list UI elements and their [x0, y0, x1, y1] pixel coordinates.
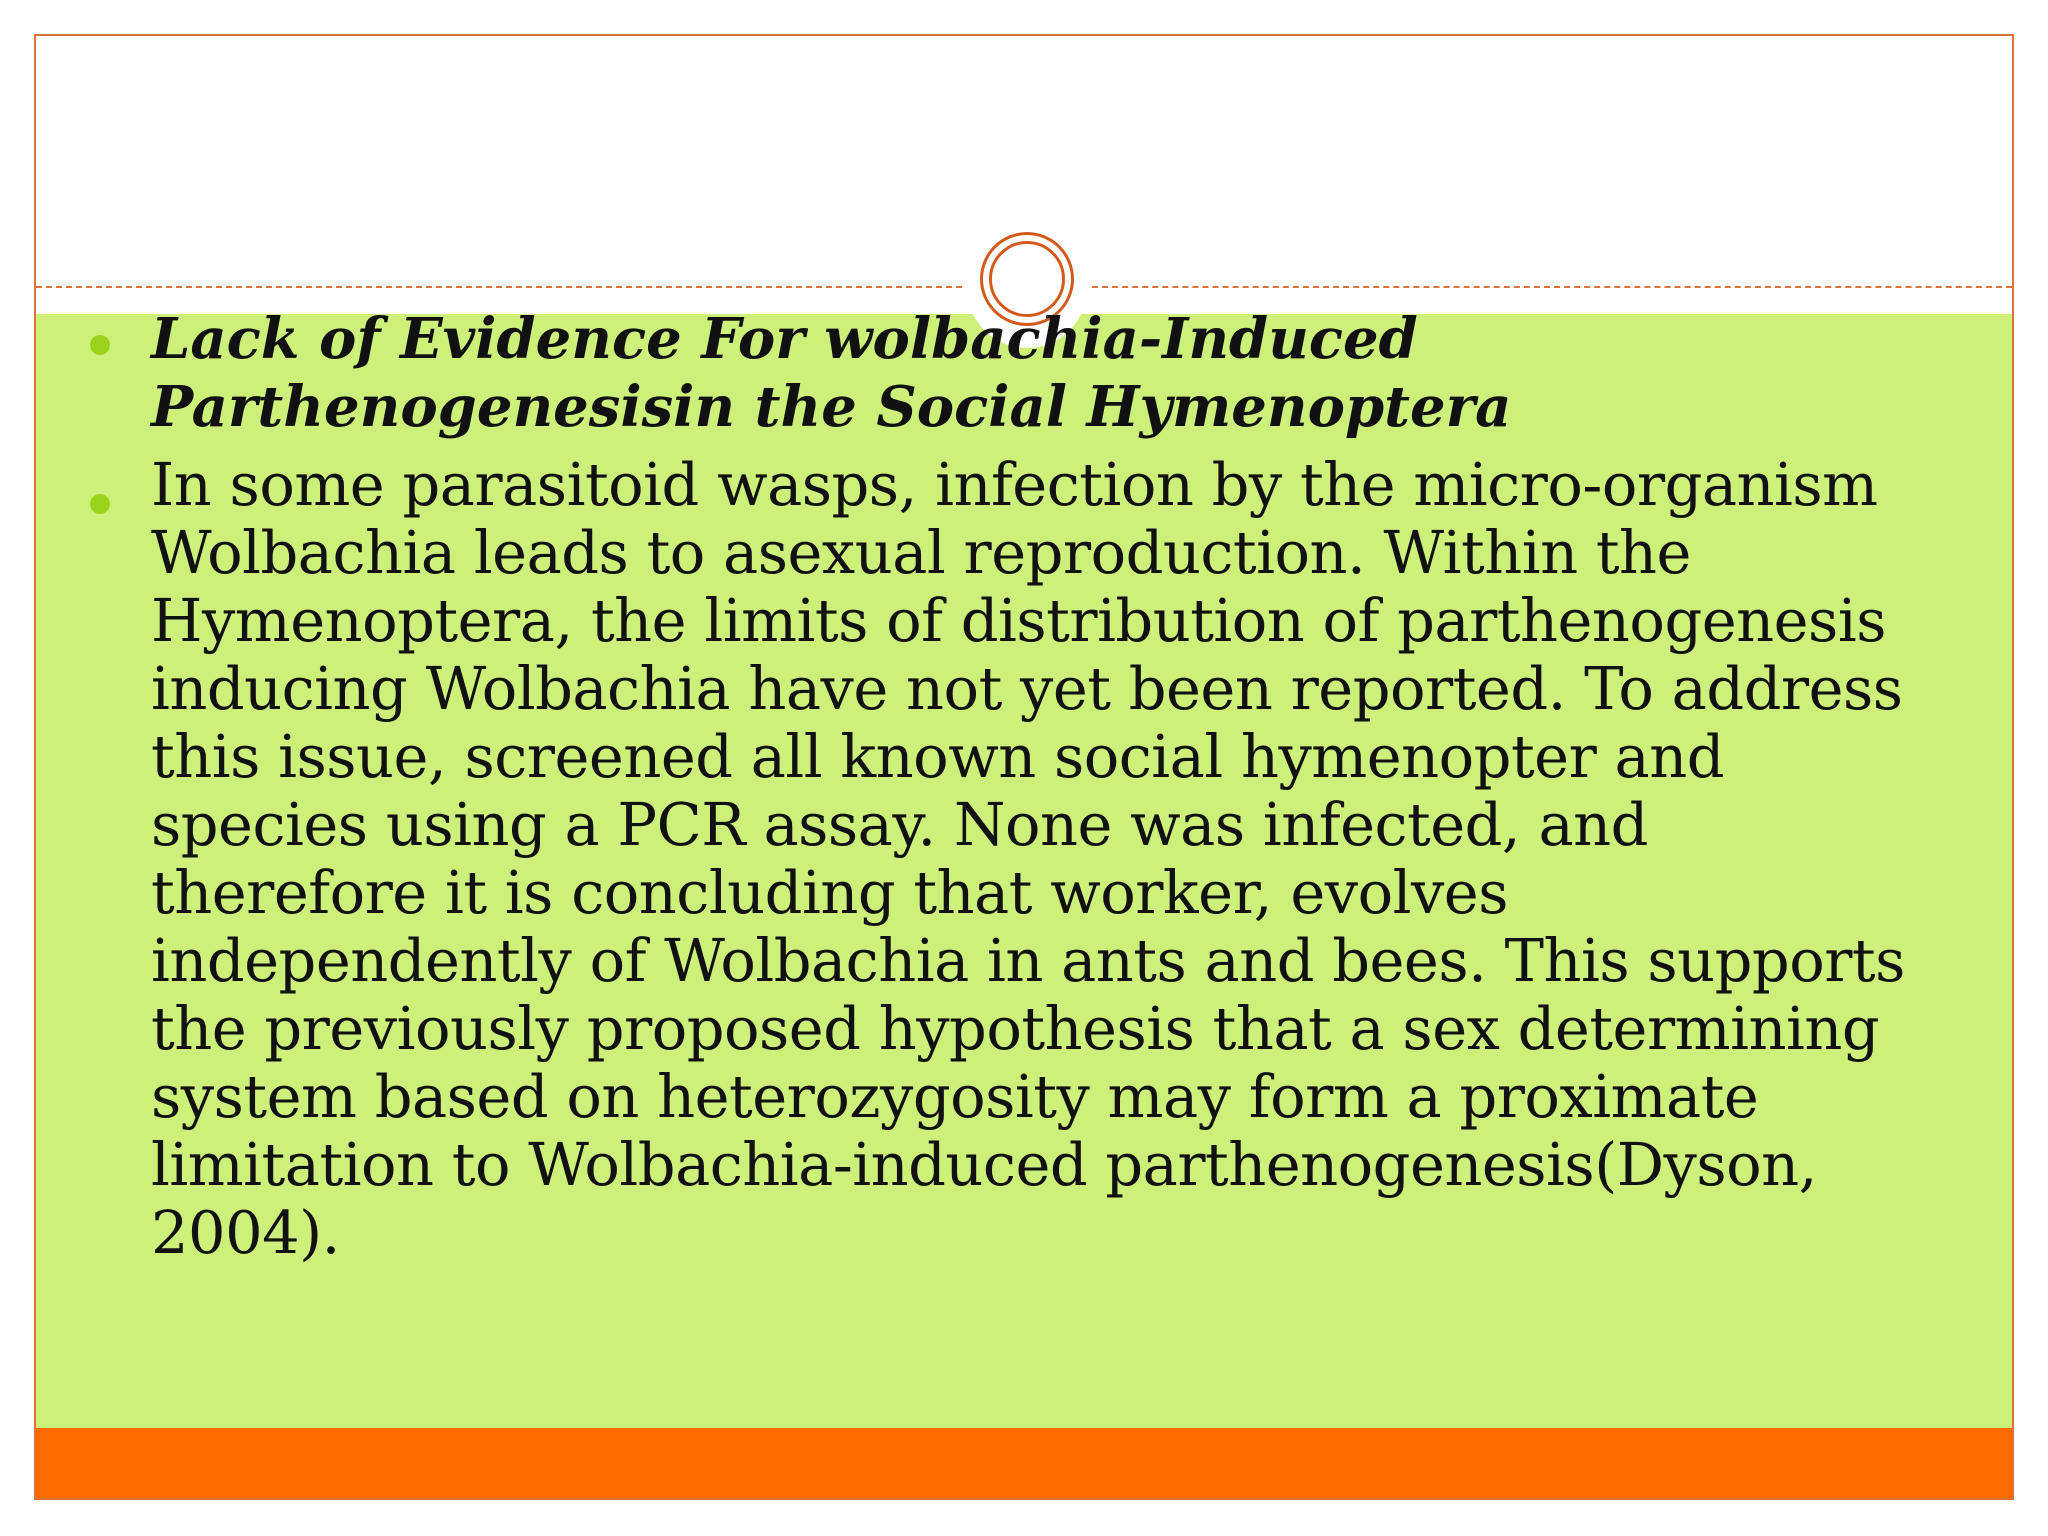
bullet-dot-icon: [90, 494, 110, 514]
bullet-body-text: In some parasitoid wasps, infection by the micro-organism Wolbachia leads to asexual reproduction. Within the Hymenoptera, the limits of distribution of parthenogenesis inducing Wolbachia have not yet been reported. To address this issue, screened all known social hymenopter and species using a PCR assay. None was infected, and therefore it is concluding that worker, evolves independently of Wolbachia in ants and bees. This supports the previously proposed hypothesis that a sex determining system based on heterozygosity may form a proximate limitation to Wolbachia-induced parthenogenesis(Dyson, 2004).: [151, 450, 1905, 1267]
bullet-dot-icon: [90, 335, 110, 355]
bullet-item-body: [60, 451, 1940, 1267]
bullet-item-heading: [60, 305, 1940, 441]
bullet-list: [60, 305, 1940, 1267]
header-divider-left: [36, 286, 962, 288]
header-divider-right: [1092, 286, 2012, 288]
footer-bar: [36, 1428, 2012, 1498]
bullet-heading-text: Lack of Evidence For wolbachia-Induced Parthenogenesisin the Social Hymenoptera: [151, 306, 1512, 440]
